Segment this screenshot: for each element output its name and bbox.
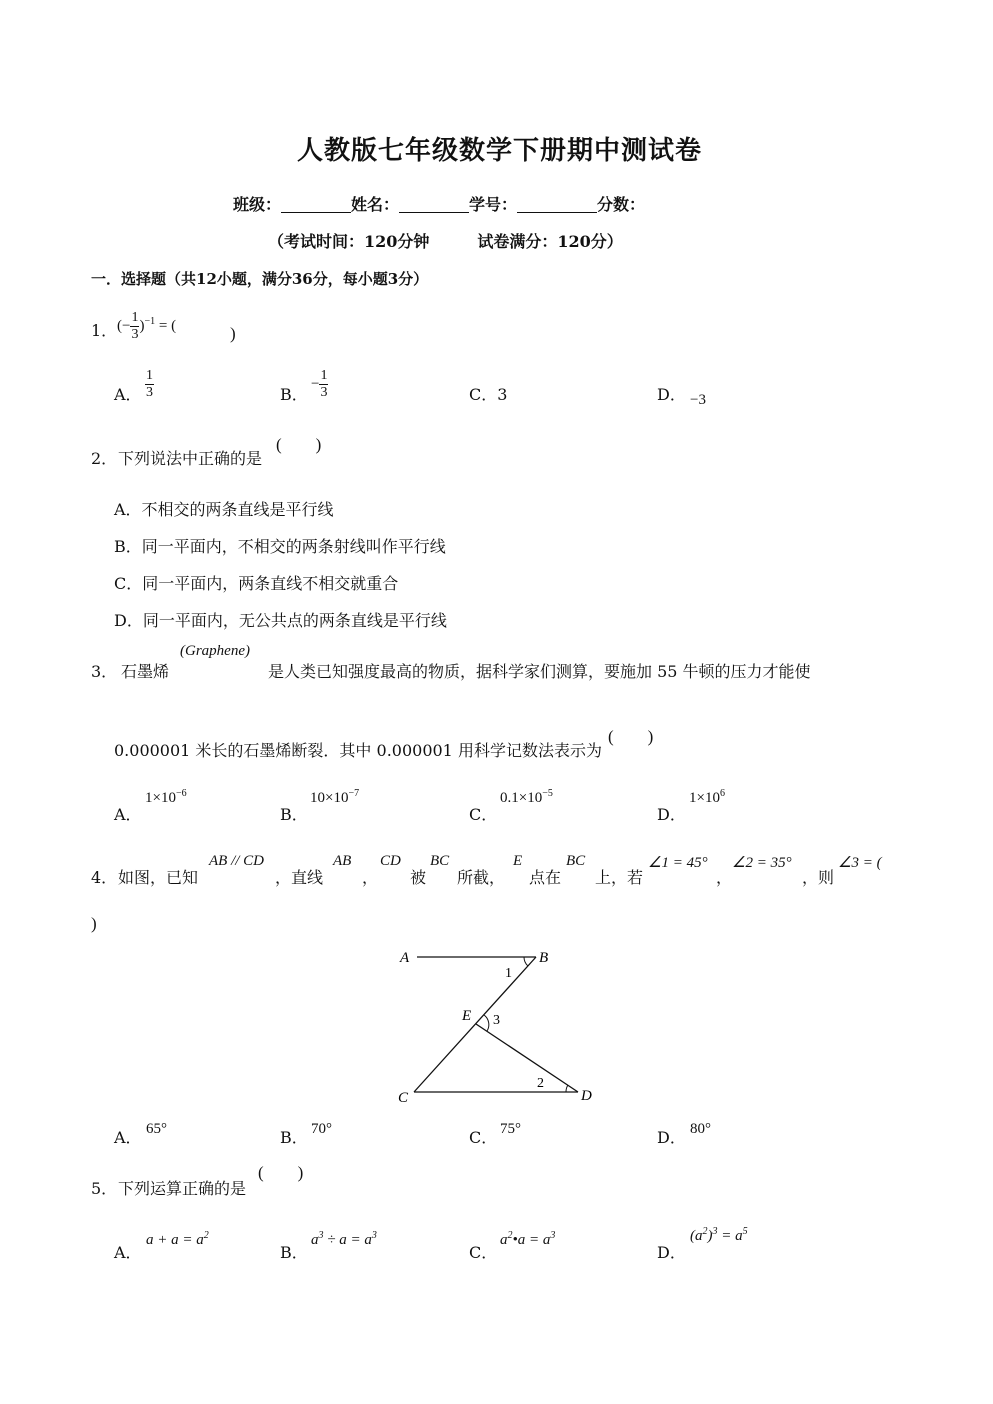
q4-math-angle1: ∠1 = 45°	[648, 855, 708, 871]
q4-math-bc: BC	[430, 853, 450, 869]
q2-option-d[interactable]: D．同一平面内，无公共点的两条直线是平行线	[114, 611, 447, 630]
name-label: 姓名：	[351, 195, 400, 214]
q4-option-c-label: C．	[469, 1128, 498, 1147]
id-blank[interactable]	[517, 196, 597, 213]
q1-option-c[interactable]: C．3	[469, 385, 508, 404]
q1-fraction: $\frac{1}{3}$	[131, 310, 139, 342]
q2-number: 2．	[91, 449, 118, 468]
q4-option-b-label: B．	[280, 1128, 308, 1147]
q1-option-d-label: D．	[657, 385, 686, 404]
q5-option-a-label: A．	[114, 1243, 142, 1262]
q4-text-6: 点在	[529, 868, 562, 887]
q4-math-cd: CD	[380, 853, 401, 869]
q3-answer-paren: ( )	[608, 727, 654, 746]
class-label: 班级：	[233, 195, 282, 214]
id-label: 学号：	[469, 195, 518, 214]
q3-option-c[interactable]: $0.1\times 10^{-5}$	[500, 788, 553, 806]
q4-option-c[interactable]: 75°	[500, 1121, 521, 1137]
angle2-label: 2	[537, 1076, 544, 1091]
q5-option-b[interactable]: $a^3 \div a = a^3$	[311, 1230, 377, 1248]
label-d: D	[581, 1088, 592, 1104]
q4-option-a[interactable]: 65°	[146, 1121, 167, 1137]
score-label: 分数：	[597, 195, 646, 214]
label-c: C	[398, 1090, 409, 1106]
q1-option-b-label: B．	[280, 385, 308, 404]
q4-text-5: 所截，	[457, 868, 506, 887]
q3-option-d-label: D．	[657, 805, 686, 824]
q1-option-a[interactable]: $\frac{1}{3}$	[146, 368, 153, 400]
angle1-label: 1	[505, 966, 512, 981]
q5-option-b-label: B．	[280, 1243, 308, 1262]
q1-number: 1．	[91, 321, 118, 340]
section-heading: 一．选择题（共12小题，满分36分，每小题3分）	[91, 270, 429, 288]
exam-info: （考试时间：120分钟 试卷满分：120分）	[268, 232, 623, 251]
student-info-row	[233, 192, 645, 215]
angle3-arc	[484, 1015, 489, 1031]
q4-math-ab: AB	[333, 853, 352, 869]
q4-number: 4．	[91, 868, 118, 887]
class-blank[interactable]	[281, 196, 351, 213]
q4-math-parallel: AB // CD	[209, 853, 264, 869]
q5-option-c[interactable]: $a^2•a = a^3$	[500, 1230, 556, 1248]
q3-option-d[interactable]: $1\times 10^6$	[689, 788, 725, 806]
q4-text-2: ，直线	[275, 868, 324, 887]
label-e: E	[462, 1008, 472, 1024]
q2-option-c[interactable]: C．同一平面内，两条直线不相交就重合	[114, 574, 399, 593]
segment-ed	[476, 1024, 578, 1092]
q5-option-c-label: C．	[469, 1243, 498, 1262]
q4-math-bc2: BC	[566, 853, 586, 869]
q3-option-c-label: C．	[469, 805, 498, 824]
q4-text-8: ，	[716, 868, 733, 887]
q3-option-a-label: A．	[114, 805, 142, 824]
q5-stem: 下列运算正确的是	[118, 1179, 247, 1198]
q1-answer-paren: )	[230, 324, 236, 343]
q4-text-7: 上，若	[595, 868, 644, 887]
q4-option-d[interactable]: 80°	[690, 1121, 711, 1137]
angle1-arc	[524, 957, 528, 966]
q1-stem: (− $\frac{1}{3}$ )$^{-1}$ = (	[117, 310, 177, 342]
q5-option-a[interactable]: $a + a = a^2$	[146, 1230, 209, 1248]
q4-geometry-figure	[390, 942, 610, 1107]
q2-stem: 下列说法中正确的是	[118, 449, 263, 468]
q4-math-angle2: ∠2 = 35°	[732, 855, 792, 871]
angle3-label: 3	[493, 1013, 500, 1028]
q4-text-1: 如图，已知	[118, 868, 199, 887]
q4-math-angle3: ∠3 = (	[838, 855, 882, 871]
q3-option-b-label: B．	[280, 805, 308, 824]
q2-answer-paren: ( )	[276, 435, 322, 454]
q2-option-b[interactable]: B．同一平面内，不相交的两条射线叫作平行线	[114, 537, 446, 556]
angle2-arc	[566, 1085, 568, 1092]
q3-option-b[interactable]: $10\times 10^{-7}$	[310, 788, 360, 806]
q1-option-b[interactable]: − $\frac{1}{3}$	[311, 368, 328, 400]
q1-option-d[interactable]: −3	[690, 392, 706, 408]
q3-term: (Graphene)	[180, 643, 250, 659]
label-a: A	[400, 950, 410, 966]
q3-stem-b: 是人类已知强度最高的物质，据科学家们测算，要施加 55 牛顿的压力才能使	[268, 662, 811, 681]
q5-answer-paren: ( )	[258, 1163, 304, 1182]
q1-option-a-label: A．	[114, 385, 142, 404]
q3-option-a[interactable]: $1\times 10^{-6}$	[145, 788, 187, 806]
name-blank[interactable]	[399, 196, 469, 213]
q3-stem-a: 石墨烯	[121, 662, 170, 681]
q4-answer-paren-close: )	[91, 914, 97, 933]
q3-number: 3．	[91, 662, 118, 681]
segment-bc	[414, 957, 536, 1092]
q4-option-b[interactable]: 70°	[311, 1121, 332, 1137]
q4-option-d-label: D．	[657, 1128, 686, 1147]
q2-option-a[interactable]: A．不相交的两条直线是平行线	[114, 500, 334, 519]
q4-option-a-label: A．	[114, 1128, 142, 1147]
q5-option-d[interactable]: $(a^2)^3 = a^5$	[690, 1226, 748, 1244]
label-b: B	[539, 950, 549, 966]
q5-option-d-label: D．	[657, 1243, 686, 1262]
q3-stem-line2: 0.000001 米长的石墨烯断裂．其中 0.000001 用科学记数法表示为	[114, 741, 602, 760]
q4-text-3: ，	[362, 868, 379, 887]
q4-text-9: ，则	[802, 868, 835, 887]
q4-math-e: E	[513, 853, 523, 869]
page-title: 人教版七年级数学下册期中测试卷	[297, 136, 703, 166]
q5-number: 5．	[91, 1179, 118, 1198]
q4-text-4: 被	[410, 868, 427, 887]
